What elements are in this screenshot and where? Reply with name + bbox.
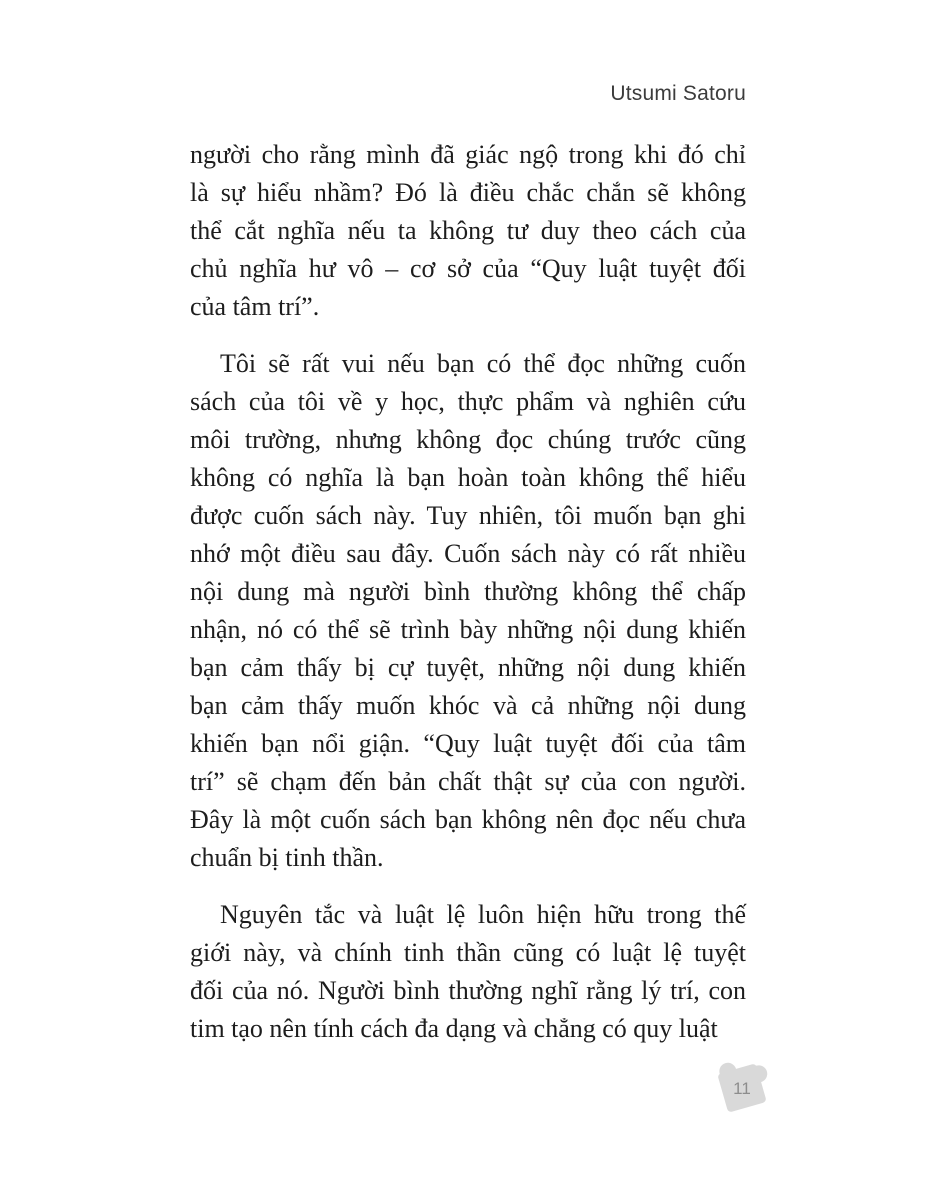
text-line: sách của tôi về y học, thực phẩm và nghiên cứu bbox=[190, 387, 746, 416]
text-line: được cuốn sách này. Tuy nhiên, tôi muốn bạn ghi bbox=[190, 501, 746, 530]
text-line: nhận, nó có thể sẽ trình bày những nội dung khiến bbox=[190, 615, 746, 644]
text-line: nhớ một điều sau đây. Cuốn sách này có rất nhiều bbox=[190, 539, 746, 568]
text-line: không có nghĩa là bạn hoàn toàn không thể hiểu bbox=[190, 463, 746, 492]
page-number: 11 bbox=[733, 1079, 751, 1098]
body-text bbox=[190, 136, 746, 1067]
paragraph bbox=[190, 345, 746, 877]
text-line: là sự hiểu nhầm? Đó là điều chắc chắn sẽ không bbox=[190, 178, 746, 207]
text-line: trí” sẽ chạm đến bản chất thật sự của con người. bbox=[190, 767, 746, 796]
page-number-puzzle bbox=[706, 1048, 784, 1126]
text-line: giới này, và chính tinh thần cũng có luật lệ tuyệt bbox=[190, 938, 746, 967]
text-line: của tâm trí”. bbox=[190, 292, 320, 321]
running-head-author: Utsumi Satoru bbox=[610, 82, 746, 105]
text-line: đối của nó. Người bình thường nghĩ rằng lý trí, con bbox=[190, 976, 746, 1005]
paragraph bbox=[190, 896, 746, 1048]
text-line: người cho rằng mình đã giác ngộ trong khi đó chỉ bbox=[190, 140, 746, 169]
text-line: Nguyên tắc và luật lệ luôn hiện hữu trong thế bbox=[220, 900, 746, 929]
text-line: Tôi sẽ rất vui nếu bạn có thể đọc những cuốn bbox=[220, 349, 746, 378]
paragraph bbox=[190, 136, 746, 326]
text-line: chuẩn bị tinh thần. bbox=[190, 843, 384, 872]
text-line: chủ nghĩa hư vô – cơ sở của “Quy luật tuyệt đối bbox=[190, 254, 746, 283]
text-line: thể cắt nghĩa nếu ta không tư duy theo cách của bbox=[190, 216, 746, 245]
text-line: bạn cảm thấy muốn khóc và cả những nội dung bbox=[190, 691, 746, 720]
text-line: Đây là một cuốn sách bạn không nên đọc nếu chưa bbox=[190, 805, 746, 834]
text-line: môi trường, nhưng không đọc chúng trước cũng bbox=[190, 425, 746, 454]
text-line: khiến bạn nổi giận. “Quy luật tuyệt đối của tâm bbox=[190, 729, 746, 758]
text-line: tim tạo nên tính cách đa dạng và chẳng có quy luật bbox=[190, 1014, 718, 1043]
text-line: nội dung mà người bình thường không thể chấp bbox=[190, 577, 746, 606]
text-line: bạn cảm thấy bị cự tuyệt, những nội dung khiến bbox=[190, 653, 746, 682]
